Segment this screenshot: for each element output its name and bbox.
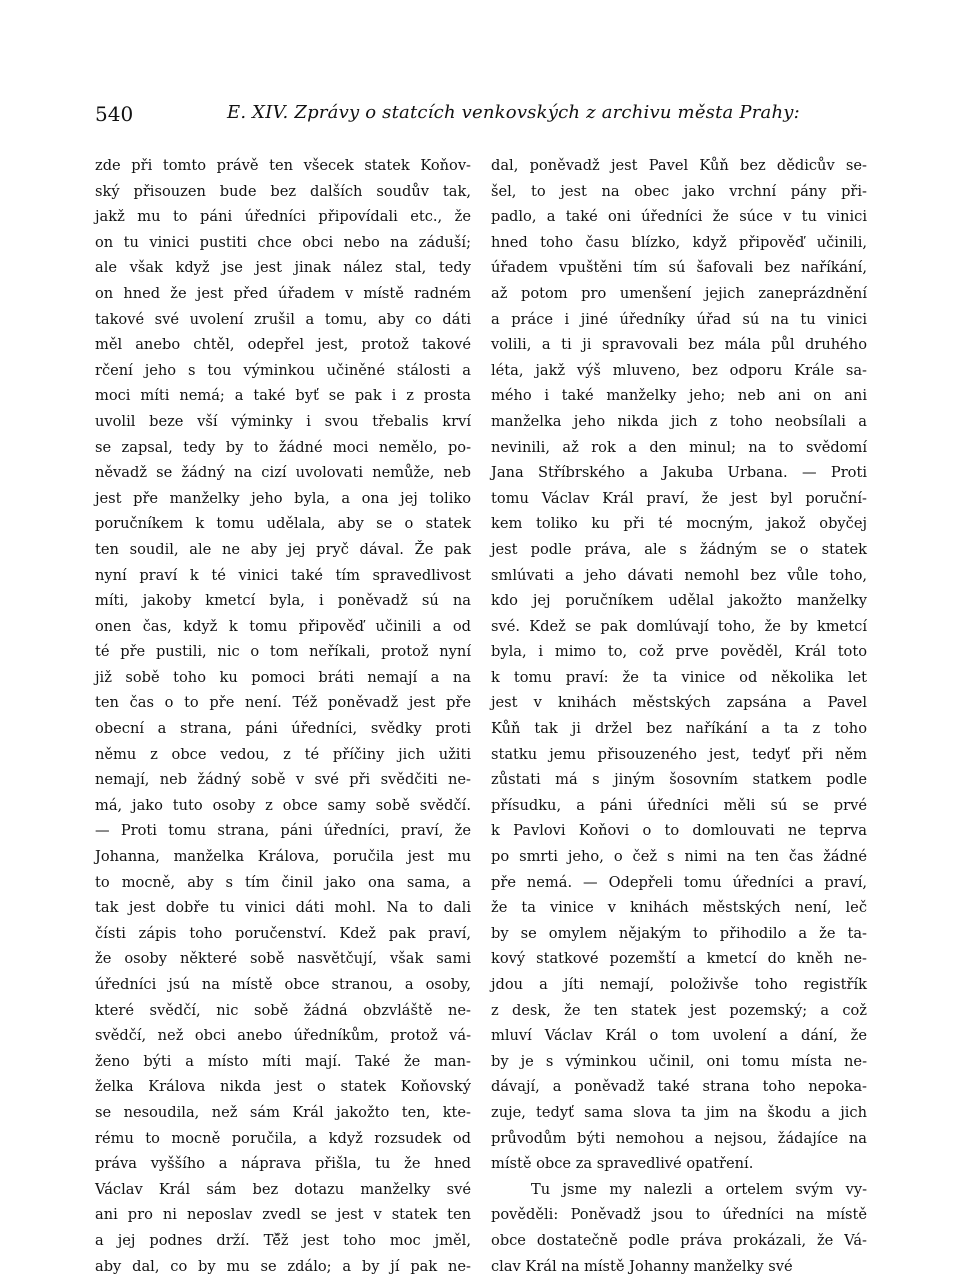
text-line: jdou a jíti nemají, položivše toho registřík [491,976,867,993]
page-header [95,100,875,136]
text-line: hned toho času blízko, když připověď učinili, [491,233,867,251]
text-line: úřadem vpuštěni tím sú šafovali bez naříkání, [491,259,867,277]
text-line: míti, jakoby kmetcí byla, i poněvadž sú na [95,592,471,610]
text-line: aby dal, co by mu se zdálo; a by jí pak ne- [95,1257,471,1275]
text-line: průvodům býti nemohou a nejsou, žádajíce na [491,1129,867,1147]
text-line: ani pro ni neposlav zvedl se jest v statek ten [95,1206,471,1224]
text-line: kdo jej poručníkem udělal jakožto manželky [491,592,867,610]
text-line: onen čas, když k tomu připověď učinili a od [95,617,471,635]
text-line: — Proti tomu strana, páni úředníci, praví, že [95,822,471,840]
text-line: z desk, že ten statek jest pozemský; a což [491,1001,867,1019]
text-line: Jana Stříbrského a Jakuba Urbana. — Proti [491,464,867,482]
text-line: jakž mu to páni úředníci připovídali etc., že [95,208,471,226]
text-line: dávají, a poněvadž také strana toho nepoka- [491,1078,867,1096]
text-line: ale však když jse jest jinak nález stal, tedy [95,259,471,277]
text-line: byla, i mimo to, což prve pověděl, Král toto [491,643,867,661]
text-line: šel, to jest na obec jako vrchní pány při- [491,182,867,200]
text-line: on tu vinici pustiti chce obci nebo na záduší; [95,233,471,251]
text-line: ten čas o to pře není. Též poněvadž jest pře [95,694,471,712]
left-text-column [95,153,471,1279]
text-line: práva vyššího a náprava přišla, tu že hned [95,1155,471,1173]
text-line: své. Kdež se pak domlúvají toho, že by kmetcí [491,617,867,635]
text-line: již sobě toho ku pomoci bráti nemají a na [95,668,471,686]
text-line: až potom pro umenšení jejich zaneprázdnění [491,284,867,302]
text-line: uvolil beze vší výminky i svou třebalis krví [95,412,471,430]
text-line: které svědčí, nic sobě žádná obzvláště ne- [95,1001,471,1019]
text-line: nyní praví k té vinici také tím spravedlivost [95,566,471,584]
text-line: přísudku, a páni úředníci měli sú se prvé [491,796,867,814]
text-line: by se omylem nějakým to přihodilo a že ta- [491,924,867,942]
text-line: úředníci jsú na místě obce stranou, a osoby, [95,976,471,993]
text-line: by je s výminkou učinil, oni tomu místa ne- [491,1052,867,1070]
text-line: ský přisouzen bude bez dalších soudův tak, [95,182,471,200]
text-line: poručníkem k tomu udělala, aby se o statek [95,515,471,533]
text-line: Kůň tak ji držel bez naříkání a ta z toho [491,720,867,738]
text-line: statku jemu přisouzeného jest, tedyť při něm [491,745,867,763]
text-line: moci míti nemá; a také byť se pak i z prosta [95,387,471,405]
text-line: zuje, tedyť sama slova ta jim na škodu a jich [491,1103,867,1121]
text-line: zůstati má s jiným šosovním statkem podle [491,771,867,789]
text-line: pře nemá. — Odepřeli tomu úředníci a praví, [491,873,867,891]
text-line: pověděli: Poněvadž jsou to úředníci na místě [491,1206,867,1224]
page-number: 540 [95,102,134,126]
text-line: obecní a strana, páni úředníci, svědky proti [95,720,471,738]
text-line: že ta vinice v knihách městských není, leč [491,899,867,917]
text-line: ten soudil, ale ne aby jej pryč dával. Že pak [95,540,471,558]
text-line: jest podle práva, ale s žádným se o statek [491,540,867,558]
text-line: té pře pustili, nic o tom neříkali, protož nyní [95,643,471,661]
text-line: se nesoudila, než sám Král jakožto ten, kte- [95,1103,471,1121]
text-line: k Pavlovi Koňovi o to domlouvati ne teprva [491,822,867,840]
text-line: kem toliko ku při té mocným, jakož obyčej [491,515,867,533]
text-line: Tu jsme my nalezli a ortelem svým vy- [531,1180,867,1198]
text-line: jest pře manželky jeho byla, a ona jej toliko [95,489,471,507]
text-line: manželka jeho nikda jich z toho neobsílali a [491,412,867,430]
text-line: zde při tomto právě ten všecek statek Koňov- [95,157,471,174]
text-line: smlúvati a jeho dávati nemohl bez vůle toho, [491,566,867,584]
text-line: želka Králova nikda jest o statek Koňovský [95,1078,471,1096]
text-line: volili, a ti ji spravovali bez mála půl druhého [491,336,867,354]
text-line: jest v knihách městských zapsána a Pavel [491,694,867,712]
text-line: rému to mocně poručila, a když rozsudek od [95,1129,471,1147]
text-line: a práce i jiné úředníky úřad sú na tu vinici [491,310,867,328]
text-line: něvadž se žádný na cizí uvolovati nemůže, neb [95,464,471,482]
text-line: k tomu praví: že ta vinice od několika let [491,668,867,686]
text-line: tak jest dobře tu vinici dáti mohl. Na to dali [95,899,471,917]
text-line: nemají, neb žádný sobě v své při svědčiti ne- [95,771,471,789]
text-line: kový statkové pozemští a kmetcí do kněh ne- [491,950,867,968]
text-line: a jej podnes drží. Tě̋ž jest toho moc jměl, [95,1231,471,1249]
text-line: padlo, a také oni úředníci že súce v tu vinici [491,208,867,226]
text-line: že osoby některé sobě nasvětčují, však sami [95,950,471,968]
text-line: dal, poněvadž jest Pavel Kůň bez dědicův se- [491,157,867,174]
text-line: mluví Václav Král o tom uvolení a dání, že [491,1027,867,1045]
text-line: takové své uvolení zrušil a tomu, aby co dáti [95,310,471,328]
text-line: měl anebo chtěl, odepřel jest, protož takové [95,336,471,354]
text-line: rčení jeho s tou výminkou učiněné stálosti a [95,361,471,379]
text-line: němu z obce vedou, z té příčiny jich užiti [95,745,471,763]
text-line: po smrti jeho, o čež s nimi na ten čas žádné [491,848,867,866]
text-line: to mocně, aby s tím činil jako ona sama, a [95,873,471,891]
text-line: obce dostatečně podle práva prokázali, že Vá- [491,1231,867,1249]
text-line: má, jako tuto osoby z obce samy sobě svědčí. [95,796,471,814]
text-line: ženo býti a místo míti mají. Také že man- [95,1052,471,1070]
text-line: tomu Václav Král praví, že jest byl poruční- [491,489,867,507]
text-line: svědčí, než obci anebo úředníkům, protož vá- [95,1027,471,1045]
text-line: on hned že jest před úřadem v místě radném [95,284,471,302]
text-line: se zapsal, tedy by to žádné moci nemělo, po- [95,438,471,456]
text-line: mého i také manželky jeho; neb ani on ani [491,387,867,405]
running-head: E. XIV. Zprávy o statcích venkovských z archivu města Prahy: [227,102,800,123]
text-line: místě obce za spravedlivé opatření. [491,1155,754,1173]
right-text-column [491,153,867,1279]
text-line: nevinili, až rok a den minul; na to svědomí [491,438,867,456]
text-line: čísti zápis toho poručenství. Kdež pak praví, [95,924,471,942]
text-line: léta, jakž výš mluveno, bez odporu Krále sa- [491,361,867,379]
text-line: Václav Král sám bez dotazu manželky své [95,1180,471,1198]
text-line: clav Král na místě Johanny manželky své [491,1257,793,1275]
text-line: Johanna, manželka Králova, poručila jest mu [95,848,471,866]
